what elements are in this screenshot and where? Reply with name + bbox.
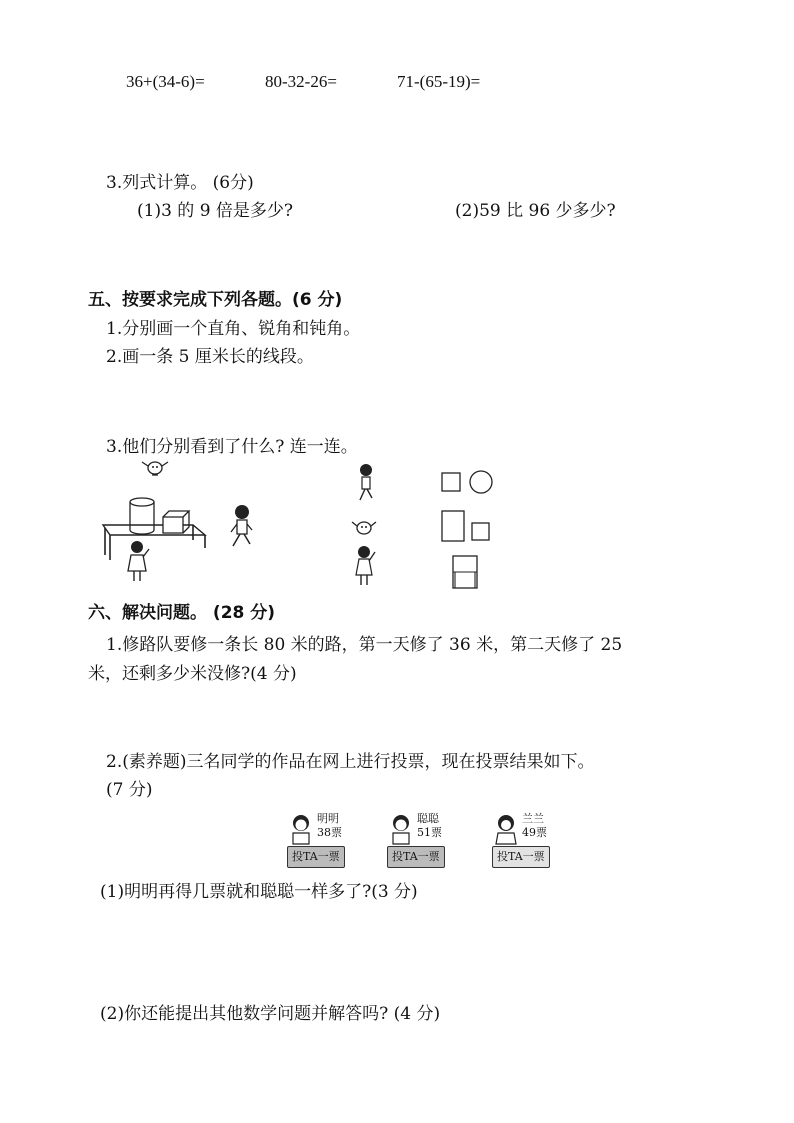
vote-name: 兰兰 [522, 812, 544, 825]
equation-3: 71-(65-19)= [397, 72, 481, 91]
problem-2-line-1: 2.(素养题)三名同学的作品在网上进行投票，现在投票结果如下。 [106, 752, 595, 772]
shape-views-figure [440, 468, 500, 593]
problem-2-line-2: (7 分) [106, 780, 153, 800]
section-6-heading: 六、解决问题。 (28 分) [88, 603, 276, 623]
vote-count: 38票 [317, 826, 342, 839]
problem-1-line-1: 1.修路队要修一条长 80 米的路，第一天修了 36 米，第二天修了 25 [106, 635, 623, 655]
section-5-item-3: 3.他们分别看到了什么? 连一连。 [106, 437, 358, 457]
bird-icon [352, 522, 376, 534]
boy-icon [231, 505, 252, 546]
vote-name: 明明 [317, 812, 339, 825]
section-5-item-2: 2.画一条 5 厘米长的线段。 [106, 347, 314, 367]
problem-2-sub-2: (2)你还能提出其他数学问题并解答吗? (4 分) [100, 1004, 441, 1024]
vote-name: 聪聪 [417, 812, 439, 825]
problem-1-line-2: 米，还剩多少米没修?(4 分) [88, 664, 297, 684]
girl-icon [356, 546, 375, 585]
question-3-sub1: (1)3 的 9 倍是多少? [137, 201, 294, 221]
question-3-title: 3.列式计算。 (6分) [106, 173, 254, 193]
vote-card-mingming [287, 812, 357, 866]
vote-count: 49票 [522, 826, 547, 839]
section-5-heading: 五、按要求完成下列各题。(6 分) [88, 290, 343, 310]
bird-icon [142, 462, 168, 475]
equation-2: 80-32-26= [265, 72, 337, 91]
boy-avatar-icon [289, 814, 313, 844]
problem-2-sub-1: (1)明明再得几票就和聪聪一样多了?(3 分) [100, 882, 418, 902]
vote-card-lanlan [492, 812, 562, 866]
vote-button[interactable]: 投TA一票 [287, 846, 345, 868]
table-scene-figure [105, 460, 265, 595]
vote-count: 51票 [417, 826, 442, 839]
question-3-sub2: (2)59 比 96 少多少? [455, 201, 616, 221]
section-5-item-1: 1.分别画一个直角、锐角和钝角。 [106, 319, 361, 339]
vote-card-congcong [387, 812, 457, 866]
girl-icon [128, 541, 149, 581]
viewer-column-figure [350, 462, 385, 594]
equation-1: 36+(34-6)= [126, 72, 205, 91]
girl-avatar-icon [494, 814, 518, 844]
vote-button[interactable]: 投TA一票 [492, 846, 550, 868]
boy-icon [360, 464, 372, 500]
vote-button[interactable]: 投TA一票 [387, 846, 445, 868]
boy-avatar-icon [389, 814, 413, 844]
